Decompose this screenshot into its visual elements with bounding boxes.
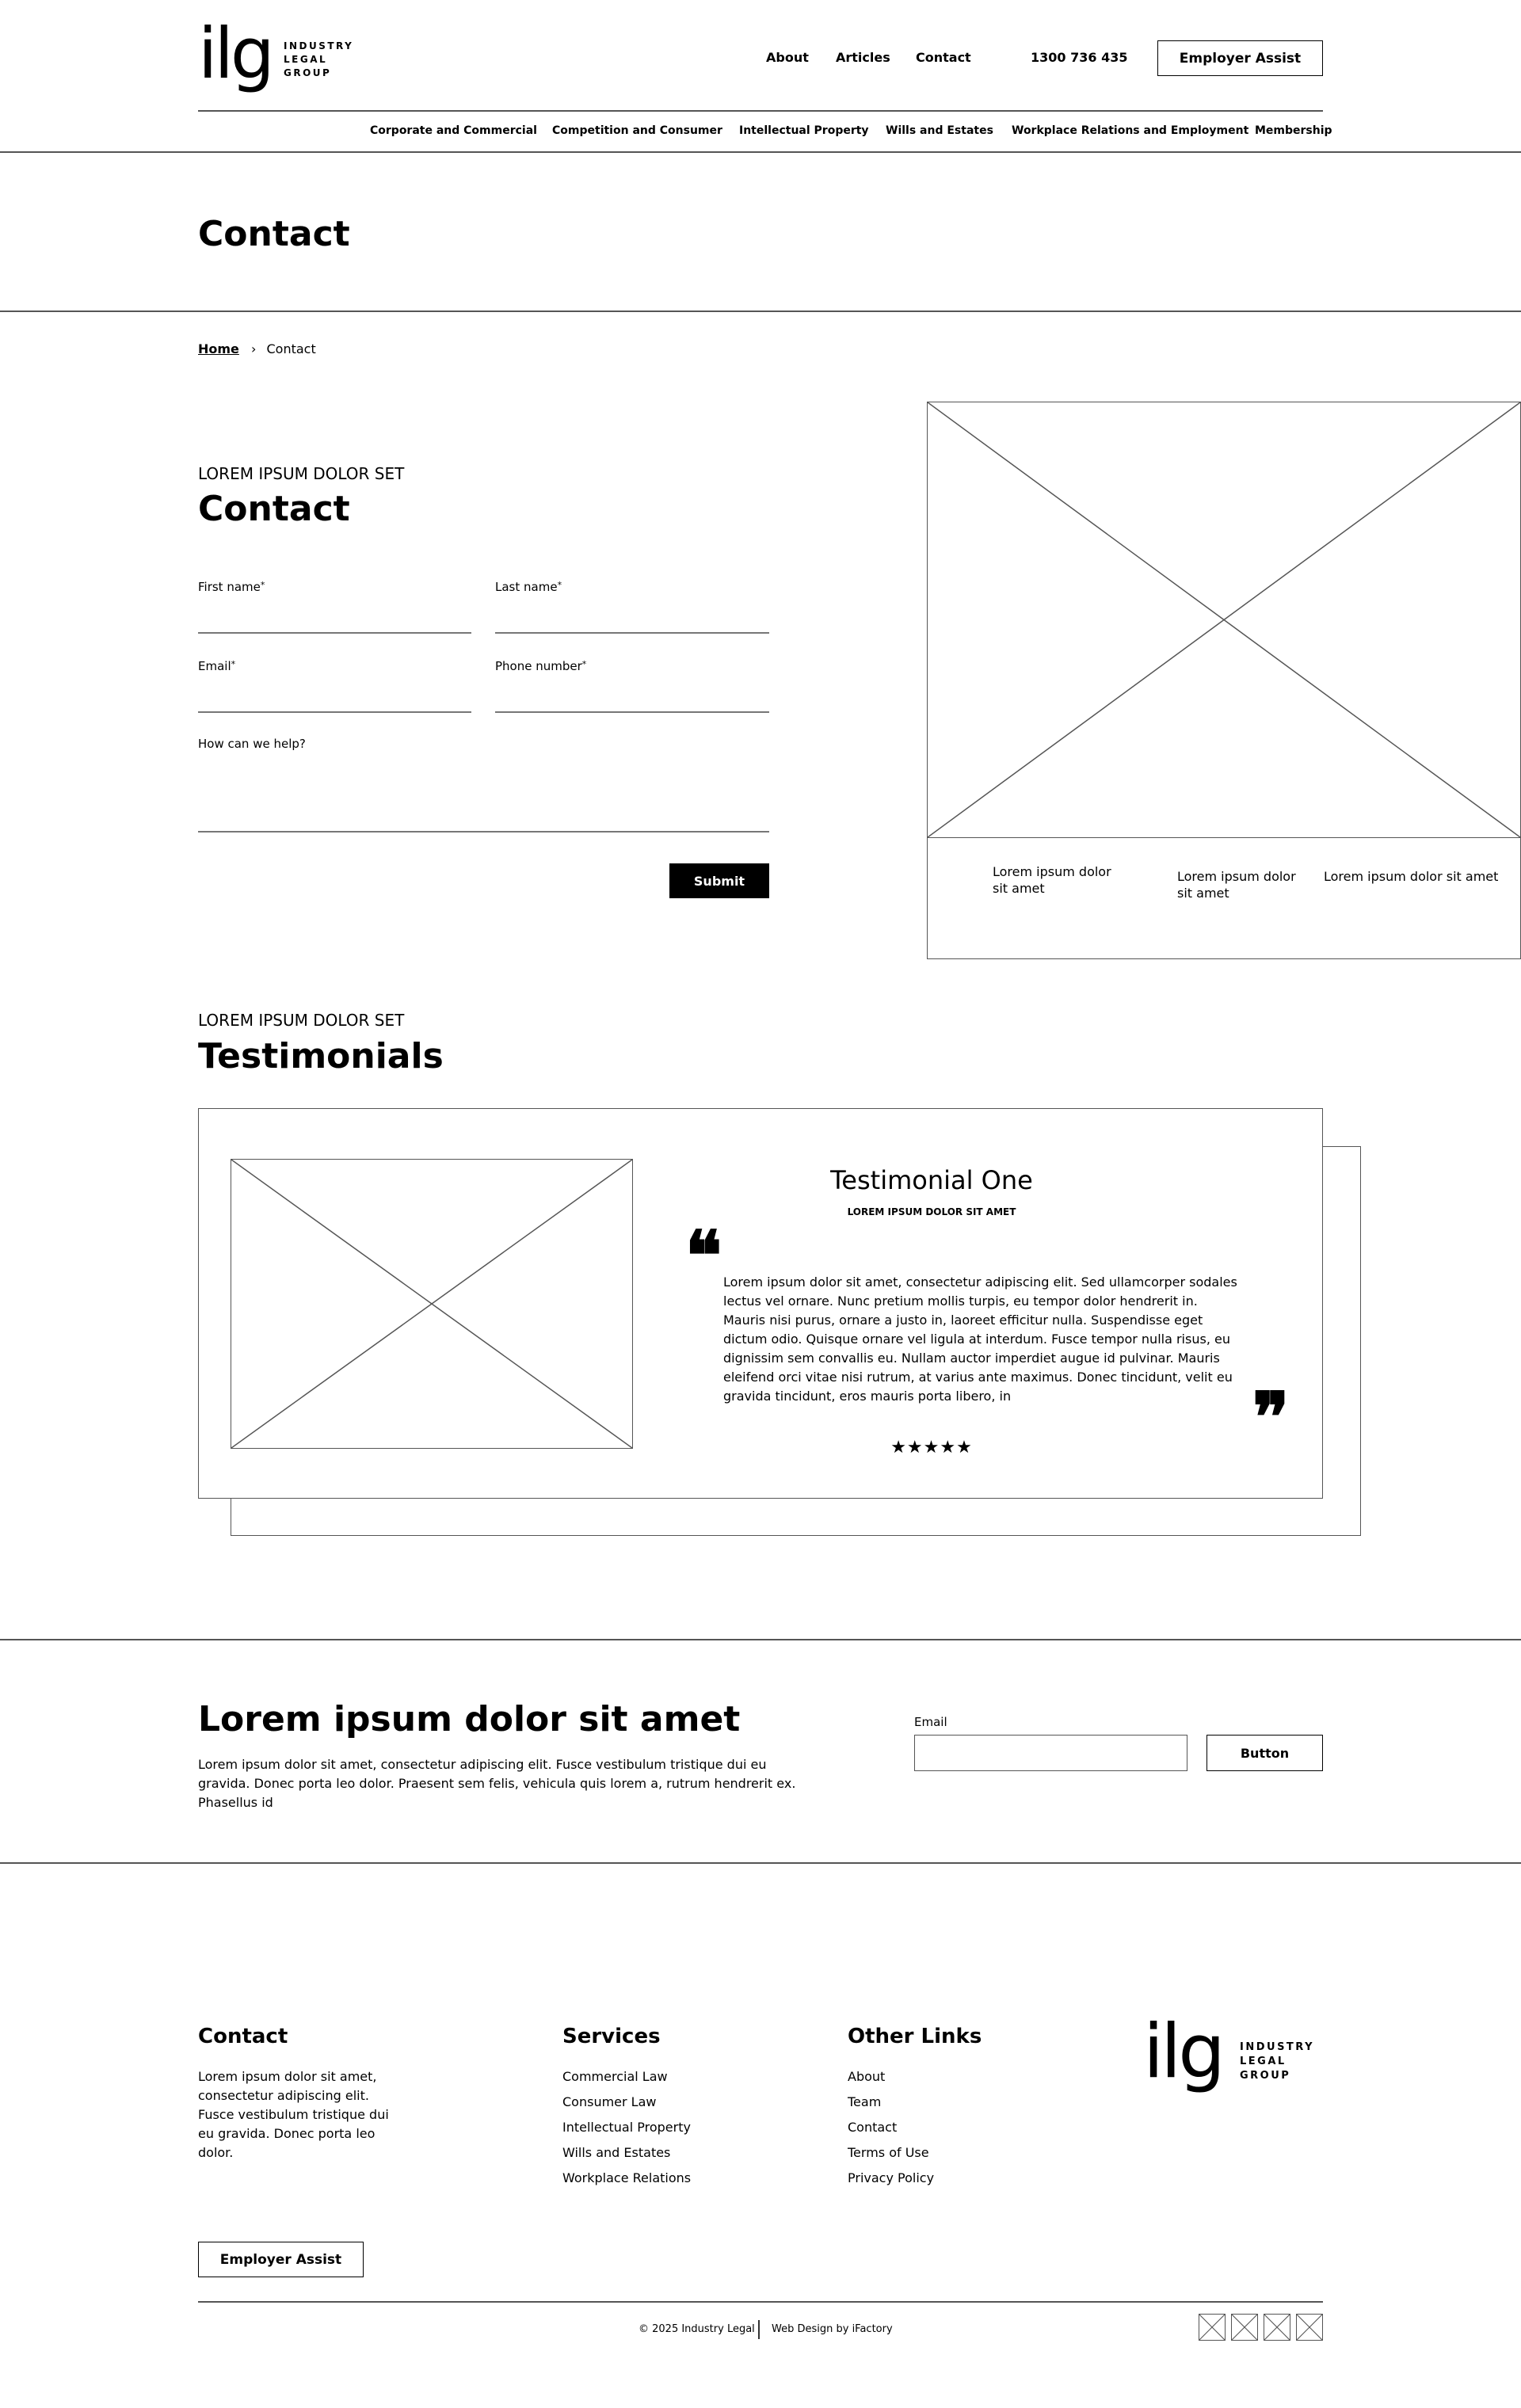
submit-button[interactable]: Submit bbox=[669, 863, 769, 898]
contact-heading: Contact bbox=[198, 489, 350, 529]
footer-service-commercial[interactable]: Commercial Law bbox=[562, 2069, 668, 2084]
footer-link-privacy[interactable]: Privacy Policy bbox=[848, 2170, 935, 2185]
breadcrumb-current: Contact bbox=[266, 341, 316, 356]
copyright-text: © 2025 Industry Legal bbox=[639, 2323, 755, 2335]
last-name-input[interactable] bbox=[495, 600, 769, 632]
hero-bottom-border bbox=[0, 311, 1521, 312]
nav-bottom-border bbox=[0, 151, 1521, 153]
footer-other-heading: Other Links bbox=[848, 2025, 982, 2048]
email-input[interactable] bbox=[198, 680, 471, 711]
footer-service-consumer[interactable]: Consumer Law bbox=[562, 2094, 657, 2109]
footer-logo-word-1: INDUSTRY bbox=[1240, 2041, 1315, 2053]
phone-input[interactable] bbox=[495, 680, 769, 711]
newsletter-email-label: Email bbox=[914, 1715, 947, 1729]
logo-mark: ilg bbox=[198, 13, 272, 94]
footer-logo-mark: ilg bbox=[1143, 2009, 1222, 2095]
footer-logo-word-2: LEGAL bbox=[1240, 2056, 1287, 2067]
first-name-underline bbox=[198, 632, 471, 634]
email-label: Email* bbox=[198, 659, 236, 673]
email-underline bbox=[198, 711, 471, 713]
footer-link-terms[interactable]: Terms of Use bbox=[848, 2145, 929, 2160]
testimonial-card bbox=[198, 1108, 1323, 1499]
message-textarea[interactable] bbox=[198, 759, 769, 830]
footer-link-team[interactable]: Team bbox=[848, 2094, 882, 2109]
newsletter-submit-button[interactable]: Button bbox=[1207, 1735, 1323, 1771]
footer-link-contact[interactable]: Contact bbox=[848, 2120, 898, 2135]
testimonial-role: LOREM IPSUM DOLOR SIT AMET bbox=[847, 1206, 1016, 1217]
footer-logo[interactable] bbox=[1143, 2009, 1324, 2097]
footer-logo-wordmark bbox=[1240, 2040, 1314, 2083]
subnav-corporate[interactable]: Corporate and Commercial bbox=[370, 124, 537, 137]
message-underline bbox=[198, 831, 769, 833]
logo-word-3: GROUP bbox=[284, 67, 332, 78]
newsletter-bottom-border bbox=[0, 1862, 1521, 1864]
logo-word-2: LEGAL bbox=[284, 54, 328, 65]
footer-service-ip[interactable]: Intellectual Property bbox=[562, 2120, 691, 2135]
testimonial-image-placeholder bbox=[231, 1159, 633, 1449]
breadcrumb bbox=[198, 341, 316, 357]
contact-info-item-3: Lorem ipsum dolor sit amet bbox=[1324, 869, 1499, 884]
social-icon-2[interactable] bbox=[1231, 2314, 1258, 2341]
design-credit-link[interactable]: Web Design by iFactory bbox=[772, 2323, 893, 2335]
employer-assist-button[interactable]: Employer Assist bbox=[1157, 40, 1323, 76]
subnav-wills[interactable]: Wills and Estates bbox=[886, 124, 993, 137]
footer-service-wills[interactable]: Wills and Estates bbox=[562, 2145, 671, 2160]
logo-wordmark bbox=[284, 40, 353, 80]
testimonial-rating-stars: ★★★★★ bbox=[890, 1438, 973, 1457]
nav-articles[interactable]: Articles bbox=[836, 50, 890, 65]
nav-about[interactable]: About bbox=[766, 50, 809, 65]
phone-underline bbox=[495, 711, 769, 713]
open-quote-icon: ❝ bbox=[685, 1216, 722, 1296]
footer-service-workplace[interactable]: Workplace Relations bbox=[562, 2170, 692, 2185]
close-quote-icon: ❞ bbox=[1252, 1377, 1290, 1457]
contact-info-item-1: Lorem ipsum dolor sit amet bbox=[993, 864, 1111, 896]
phone-link[interactable]: 1300 736 435 bbox=[1031, 50, 1128, 65]
testimonial-text: Lorem ipsum dolor sit amet, consectetur adipiscing elit. Sed ullamcorper sodales lectus vel ornare. Nunc pretium mollis turpis, eu tempor dolor hendrerit in. Mauris nisi purus, ornare a justo in, laoreet efficitur nulla. Suspendisse eget dictum odio. Quisque ornare vel ligula at interdum. Fusce tempor nulla risus, eu dignissim sem convallis eu. Nullam auctor imperdiet augue id pulvinar. Mauris eleifend orci vitae nisi rutrum, at varius ante maximus. Donec tincidunt, velit eu gravida tincidunt, eros mauris porta libero, in bbox=[723, 1274, 1237, 1404]
contact-eyebrow: LOREM IPSUM DOLOR SET bbox=[198, 464, 405, 483]
social-icon-3[interactable] bbox=[1264, 2314, 1290, 2341]
contact-image-placeholder bbox=[927, 402, 1521, 838]
first-name-input[interactable] bbox=[198, 600, 471, 632]
contact-info-item-2: Lorem ipsum dolor sit amet bbox=[1177, 869, 1296, 901]
breadcrumb-home[interactable]: Home bbox=[198, 341, 239, 356]
footer-contact-heading: Contact bbox=[198, 2025, 288, 2048]
newsletter-top-border bbox=[0, 1639, 1521, 1640]
footer-services-heading: Services bbox=[562, 2025, 661, 2048]
first-name-label: First name* bbox=[198, 580, 265, 594]
footer-divider bbox=[198, 2301, 1323, 2303]
footer-link-about[interactable]: About bbox=[848, 2069, 886, 2084]
subnav-competition[interactable]: Competition and Consumer bbox=[552, 124, 722, 137]
phone-label: Phone number* bbox=[495, 659, 587, 673]
logo-word-1: INDUSTRY bbox=[284, 40, 354, 51]
subnav-ip[interactable]: Intellectual Property bbox=[739, 124, 869, 137]
nav-contact[interactable]: Contact bbox=[916, 50, 971, 65]
page-title: Contact bbox=[198, 214, 350, 254]
social-icon-4[interactable] bbox=[1296, 2314, 1323, 2341]
newsletter-text: Lorem ipsum dolor sit amet, consectetur adipiscing elit. Fusce vestibulum tristique dui eu gravida. Donec porta leo dolor. Praesent sem felis, vehicula quis lorem a, rutrum hendrerit ex. Phasellus id bbox=[198, 1757, 796, 1810]
newsletter-email-input[interactable] bbox=[914, 1735, 1187, 1771]
testimonials-heading: Testimonials bbox=[198, 1036, 444, 1076]
subnav-membership[interactable]: Membership bbox=[1255, 124, 1332, 137]
footer-logo-word-3: GROUP bbox=[1240, 2070, 1291, 2082]
social-icon-1[interactable] bbox=[1199, 2314, 1226, 2341]
testimonial-name: Testimonial One bbox=[830, 1165, 1033, 1195]
subnav-workplace[interactable]: Workplace Relations and Employment bbox=[1012, 124, 1249, 137]
footer-contact-text: Lorem ipsum dolor sit amet, consectetur adipiscing elit. Fusce vestibulum tristique dui eu gravida. Donec porta leo dolor. bbox=[198, 2069, 389, 2160]
footer-bottom-separator bbox=[758, 2320, 760, 2339]
footer-employer-assist-button[interactable]: Employer Assist bbox=[198, 2242, 364, 2277]
newsletter-heading: Lorem ipsum dolor sit amet bbox=[198, 1699, 741, 1739]
site-logo[interactable] bbox=[198, 13, 364, 98]
last-name-label: Last name* bbox=[495, 580, 562, 594]
header-divider bbox=[198, 110, 1323, 112]
breadcrumb-separator: › bbox=[251, 341, 257, 356]
testimonials-eyebrow: LOREM IPSUM DOLOR SET bbox=[198, 1011, 405, 1030]
last-name-underline bbox=[495, 632, 769, 634]
message-label: How can we help? bbox=[198, 737, 306, 751]
